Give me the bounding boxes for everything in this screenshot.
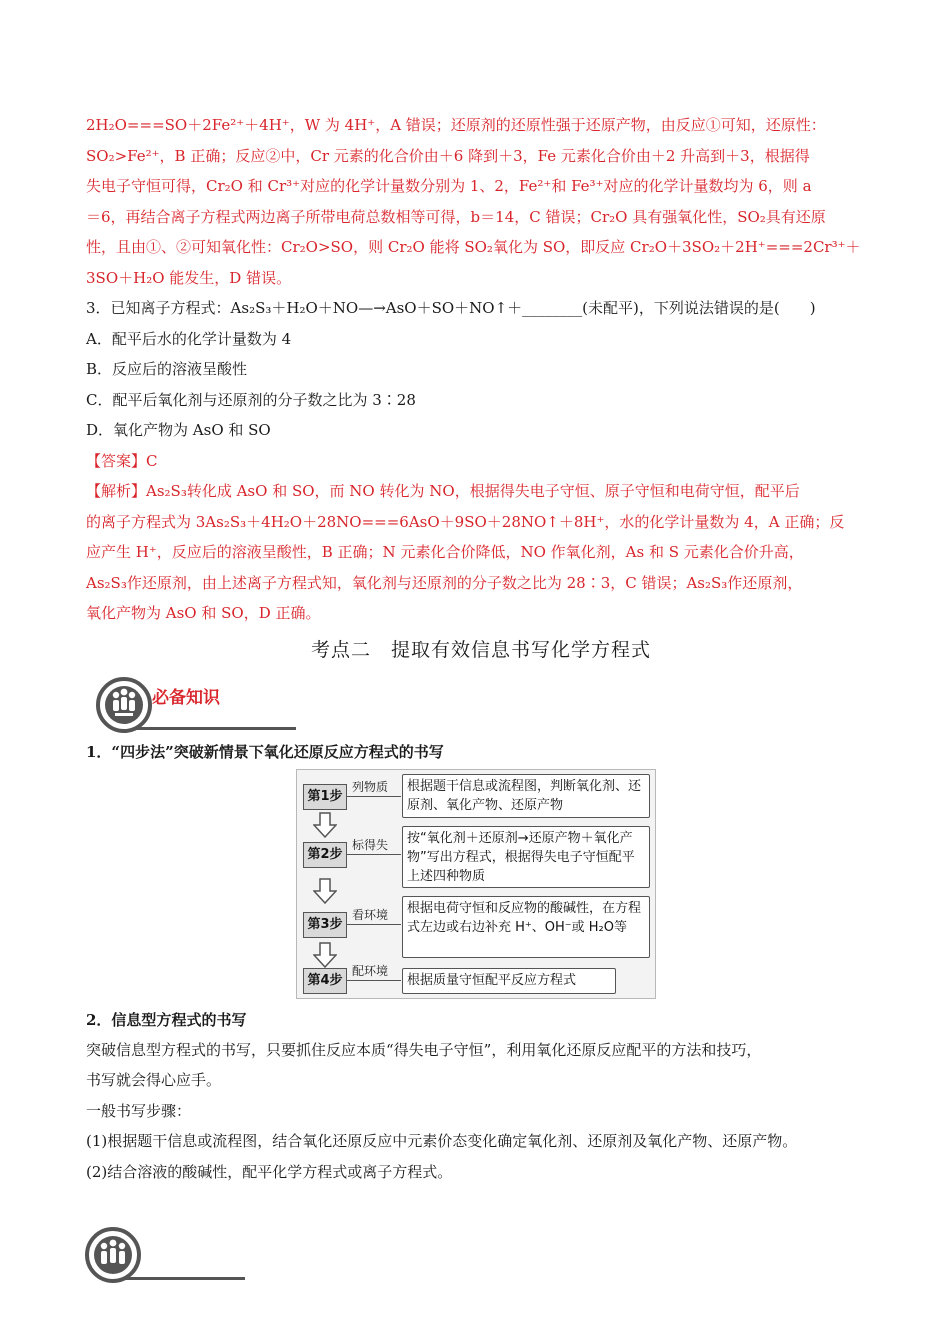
people-group-icon xyxy=(96,675,156,735)
explanation-line: 性，且由①、②可知氧化性：Cr₂O>SO，则 Cr₂O 能将 SO₂氧化为 SO，即反应 Cr₂O＋3SO₂＋2H⁺===2Cr³⁺＋ xyxy=(86,238,861,256)
explanation-line: 2H₂O===SO＋2Fe²⁺＋4H⁺，W 为 4H⁺，A 错误；还原剂的还原性强于还原产物，由反应①可知，还原性： xyxy=(86,116,826,134)
flow-tag: 看环境 xyxy=(352,907,389,922)
people-group-icon xyxy=(85,1225,255,1285)
explanation-line: SO₂>Fe²⁺，B 正确；反应②中，Cr 元素的化合价由＋6 降到＋3，Fe 元素化合价由＋2 升高到＋3，根据得 xyxy=(86,146,810,165)
flow-box: 根据电荷守恒和反应物的酸碱性，在方程式左边或右边补充 H⁺、OH⁻或 H₂O等 xyxy=(402,896,650,958)
divider-line xyxy=(136,727,336,733)
point-1-title: 1．“四步法”突破新情景下氧化还原反应方程式的书写 xyxy=(86,742,444,761)
question-3 xyxy=(86,293,876,629)
point-2-title: 2．信息型方程式的书写 xyxy=(86,1010,247,1029)
question-stem: 3．已知离子方程式：As₂S₃＋H₂O＋NO—→AsO＋SO＋NO↑＋________(未配平)，下列说法错误的是( ) xyxy=(86,299,816,317)
connector-line xyxy=(347,980,401,981)
four-step-flowchart xyxy=(296,769,656,999)
option-b: B．反应后的溶液呈酸性 xyxy=(86,360,248,378)
section-title: 考点二 提取有效信息书写化学方程式 xyxy=(310,638,651,661)
point-2-line: 书写就会得心应手。 xyxy=(86,1071,222,1089)
analysis-line: 的离子方程式为 3As₂S₃＋4H₂O＋28NO===6AsO＋9SO＋28NO↑＋8H⁺，水的化学计量数为 4，A 正确；反 xyxy=(86,512,845,531)
flow-step: 第3步 xyxy=(303,912,347,938)
page-content xyxy=(86,110,876,1187)
explanation-line: ＝6，再结合离子方程式两边离子所带电荷总数相等可得，b＝14，C 错误；Cr₂O 具有强氧化性，SO₂具有还原 xyxy=(86,207,826,226)
point-2-line: (1)根据题干信息或流程图，结合氧化还原反应中元素价态变化确定氧化剂、还原剂及氧化产物、还原产物。 xyxy=(86,1132,798,1150)
analysis-line: As₂S₃作还原剂，由上述离子方程式知，氧化剂与还原剂的分子数之比为 28∶3，C 错误；As₂S₃作还原剂， xyxy=(86,573,803,592)
flow-tag: 标得失 xyxy=(352,837,389,852)
point-2-line: (2)结合溶液的酸碱性，配平化学方程式或离子方程式。 xyxy=(86,1162,453,1181)
flow-box: 按“氧化剂＋还原剂→还原产物＋氧化产物”写出方程式，根据得失电子守恒配平上述四种物质 xyxy=(402,826,650,888)
connector-line xyxy=(347,796,401,797)
option-c: C．配平后氧化剂与还原剂的分子数之比为 3∶28 xyxy=(86,390,416,409)
analysis-line: 【解析】As₂S₃转化成 AsO 和 SO，而 NO 转化为 NO，根据得失电子守恒、原子守恒和电荷守恒，配平后 xyxy=(86,482,800,500)
option-a: A．配平后水的化学计量数为 4 xyxy=(86,329,292,348)
connector-line xyxy=(347,924,401,925)
knowledge-label: 必备知识 xyxy=(152,687,220,708)
flow-box: 根据质量守恒配平反应方程式 xyxy=(402,968,616,994)
connector-line xyxy=(347,854,401,855)
knowledge-banner xyxy=(96,675,876,737)
flow-step: 第4步 xyxy=(303,968,347,994)
analysis-line: 应产生 H⁺，反应后的溶液呈酸性，B 正确；N 元素化合价降低，NO 作氧化剂，As 和 S 元素化合价升高， xyxy=(86,543,804,561)
point-2-line: 突破信息型方程式的书写，只要抓住反应本质“得失电子守恒”，利用氧化还原反应配平的方法和技巧， xyxy=(86,1040,762,1059)
down-arrow-icon xyxy=(313,878,337,904)
option-d: D．氧化产物为 AsO 和 SO xyxy=(86,421,271,439)
down-arrow-icon xyxy=(313,942,337,968)
explanation-line: 3SO＋H₂O 能发生，D 错误。 xyxy=(86,268,292,287)
down-arrow-icon xyxy=(313,812,337,838)
answer: 【答案】C xyxy=(86,451,158,470)
flow-step: 第1步 xyxy=(303,784,347,810)
explanation-continued xyxy=(86,110,876,293)
flow-box: 根据题干信息或流程图，判断氧化剂、还原剂、氧化产物、还原产物 xyxy=(402,774,650,818)
analysis-line: 氧化产物为 AsO 和 SO，D 正确。 xyxy=(86,604,321,622)
flow-tag: 配环境 xyxy=(352,963,389,978)
explanation-line: 失电子守恒可得，Cr₂O 和 Cr³⁺对应的化学计量数分别为 1、2，Fe²⁺和 Fe³⁺对应的化学计量数均为 6，则 a xyxy=(86,177,812,195)
flow-step: 第2步 xyxy=(303,842,347,868)
flow-tag: 列物质 xyxy=(352,779,389,794)
point-2-line: 一般书写步骤： xyxy=(86,1101,192,1120)
